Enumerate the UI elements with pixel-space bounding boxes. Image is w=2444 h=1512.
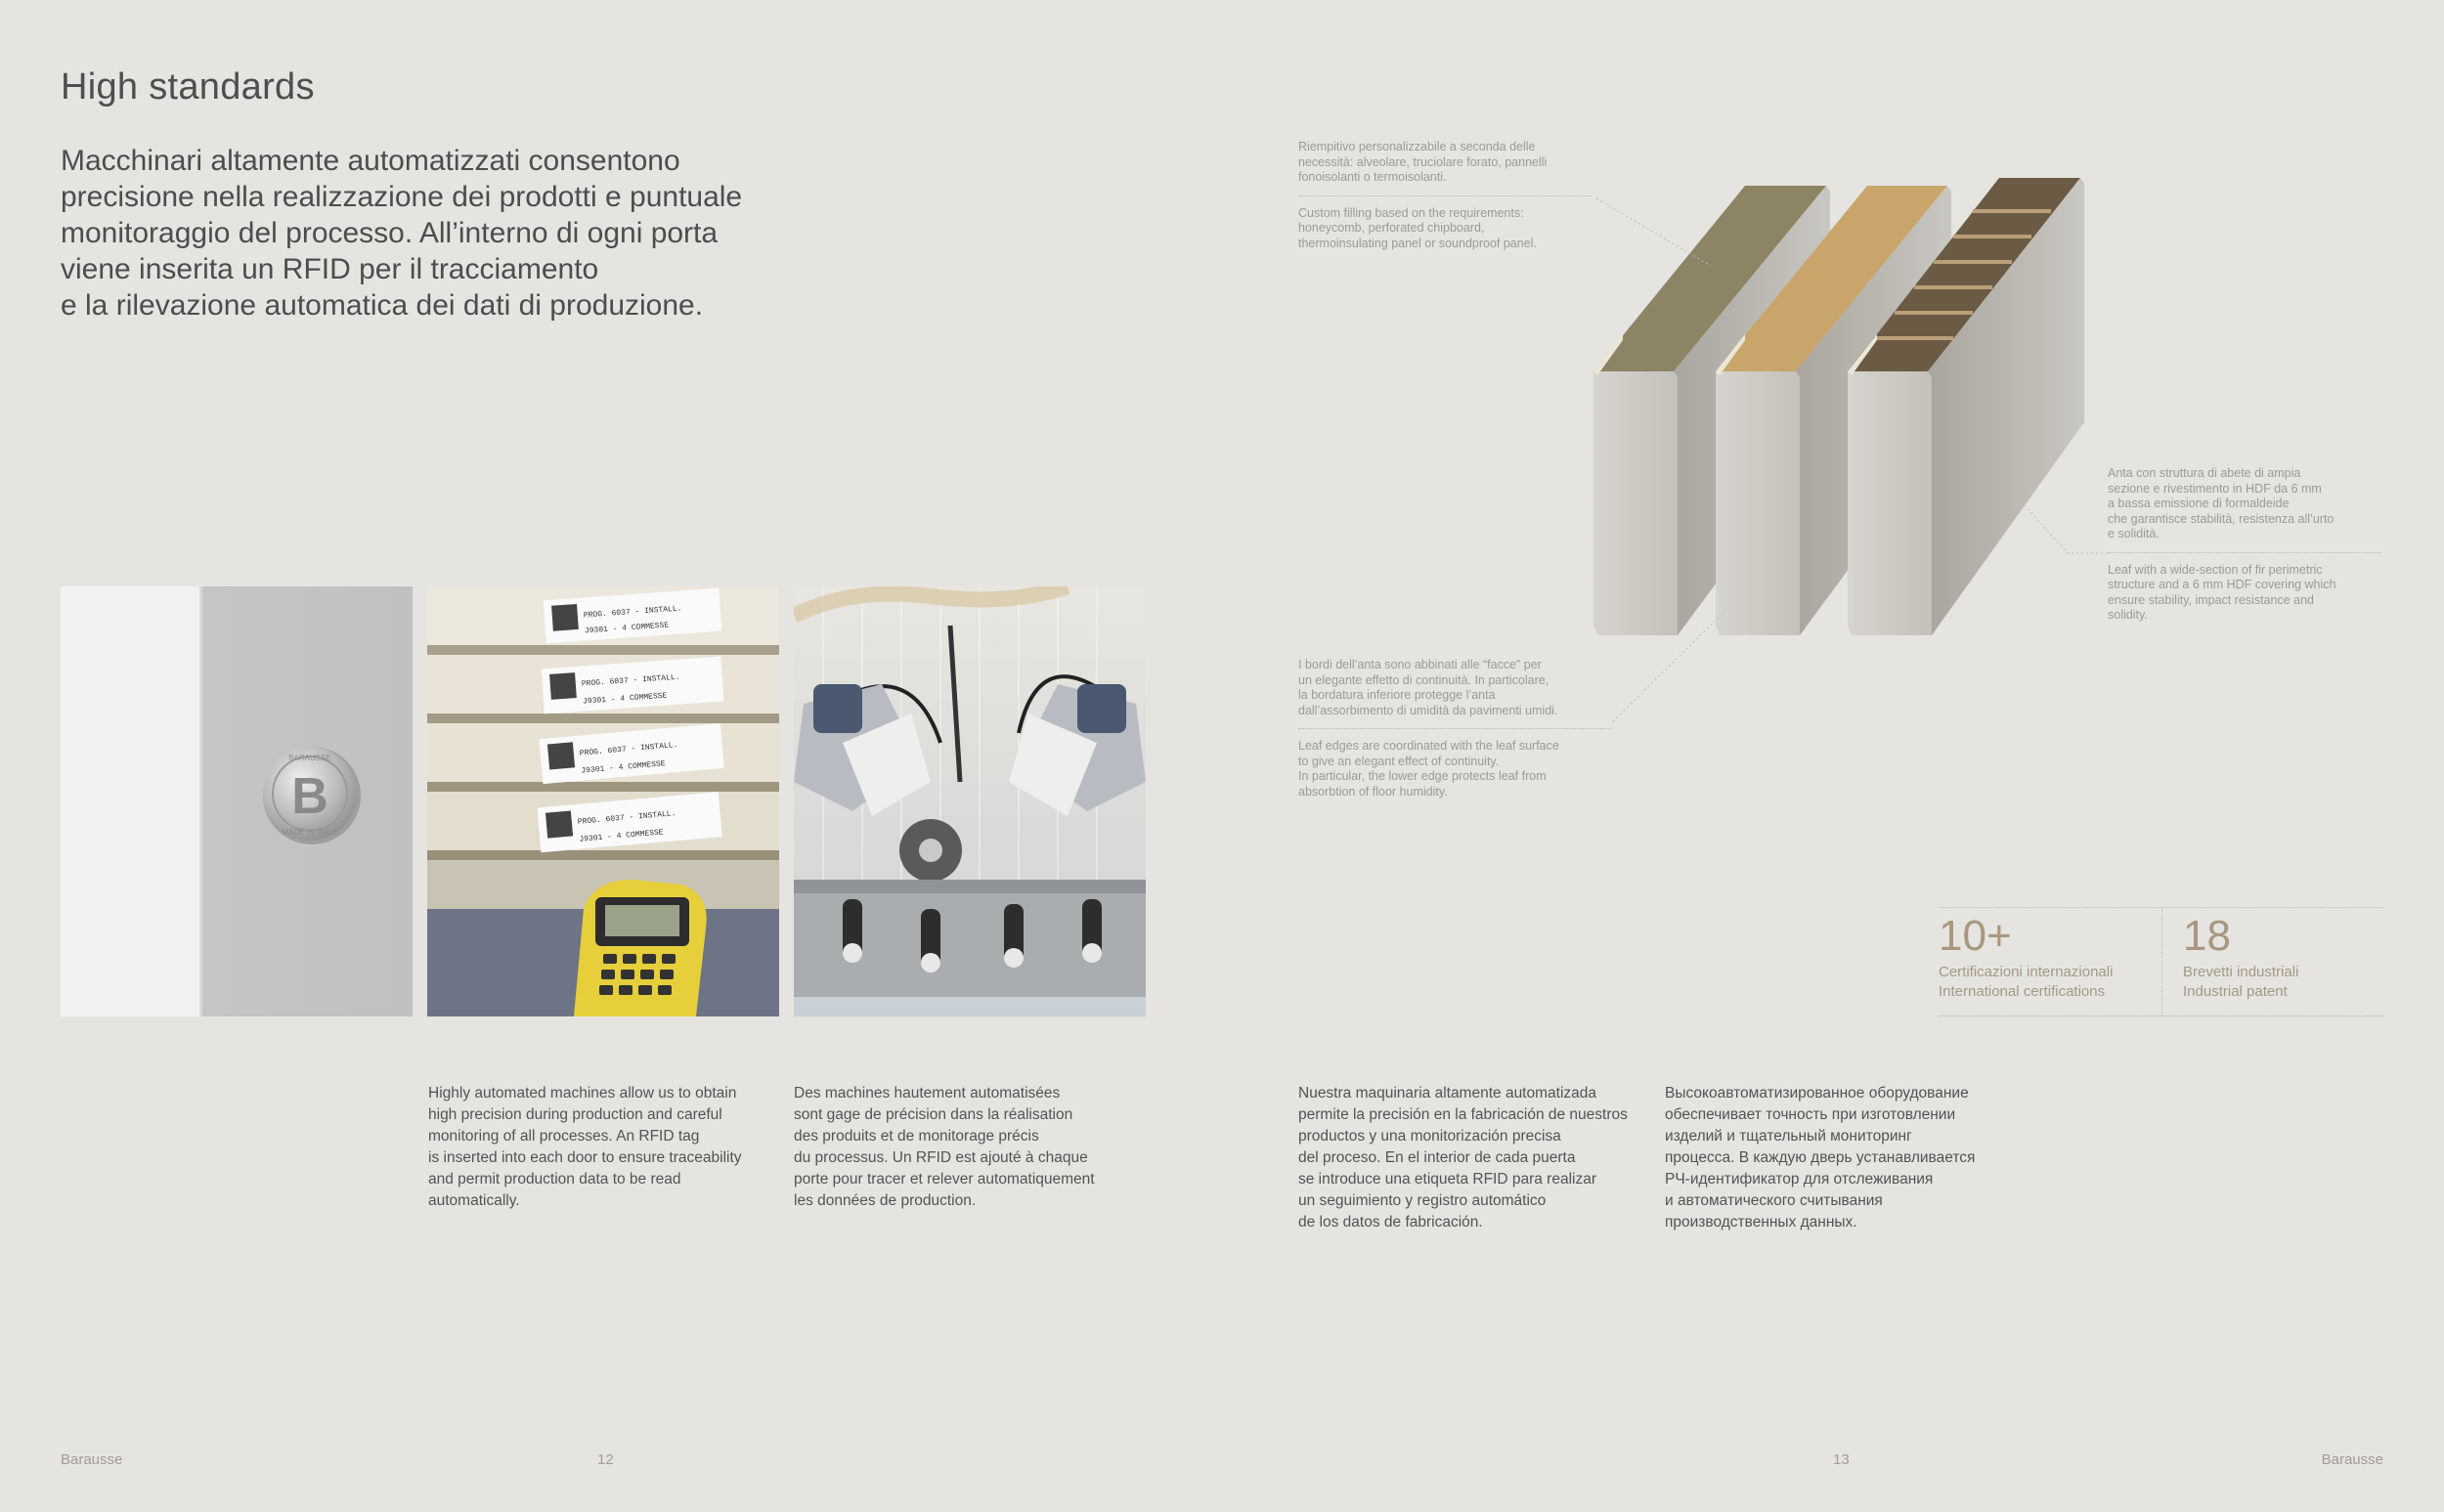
note-line: Leaf edges are coordinated with the leaf surface xyxy=(1298,739,1559,753)
text-line: изделий и тщательный мониторинг xyxy=(1665,1128,1912,1145)
stat-label-it: Certificazioni internazionali xyxy=(1939,964,2114,980)
stats-panel xyxy=(1939,907,2383,1016)
note-line: Leaf with a wide-section of fir perimetric xyxy=(2108,562,2323,577)
text-line: РЧ-идентификатор для отслеживания xyxy=(1665,1171,1934,1188)
note-line: un elegante effetto di continuità. In particolare, xyxy=(1298,672,1549,687)
text-line: Высокоавтоматизированное оборудование xyxy=(1665,1085,1969,1102)
text-line: du processus. Un RFID est ajouté à chaque xyxy=(794,1149,1088,1166)
stat-patents xyxy=(2183,908,2379,1015)
spanish-paragraph xyxy=(1298,1083,1628,1233)
page-number-left: 12 xyxy=(597,1451,614,1468)
note-line: to give an elegant effect of continuity. xyxy=(1298,754,1500,768)
note-line: In particular, the lower edge protects leaf from xyxy=(1298,769,1547,783)
note-line: thermoinsulating panel or soundproof panel. xyxy=(1298,236,1537,250)
text-line: des produits et de monitorage précis xyxy=(794,1128,1039,1145)
note-line: solidity. xyxy=(2108,608,2148,622)
note-line: sezione e rivestimento in HDF da 6 mm xyxy=(2108,481,2322,496)
russian-paragraph xyxy=(1665,1083,1975,1233)
stat-certifications xyxy=(1939,908,2162,1015)
text-line: процесса. В каждую дверь устанавливается xyxy=(1665,1149,1976,1166)
note-line: fonoisolanti o termoisolanti. xyxy=(1298,170,1447,184)
page-number-right: 13 xyxy=(1833,1451,1850,1468)
text-line: del proceso. En el interior de cada puerta xyxy=(1298,1149,1576,1166)
photo-door-logo-badge xyxy=(61,586,413,1016)
text-line: производственных данных. xyxy=(1665,1214,1857,1231)
note-filling xyxy=(1298,140,1592,251)
rfid-scanner xyxy=(574,880,707,1016)
text-line: Des machines hautement automatisées xyxy=(794,1085,1061,1102)
lead-line: e la rilevazione automatica dei dati di produzione. xyxy=(61,289,704,322)
note-line: absorbtion of floor humidity. xyxy=(1298,784,1448,799)
note-line: Anta con struttura di abete di ampia xyxy=(2108,466,2301,480)
lead-line: monitoraggio del processo. All’interno di ogni porta xyxy=(61,217,719,249)
svg-text:PROG. 6037 - INSTALL.: PROG. 6037 - INSTALL. xyxy=(579,740,678,758)
stat-number: 10+ xyxy=(1939,912,2012,960)
text-line: high precision during production and careful xyxy=(428,1106,722,1123)
note-line: a bassa emissione di formaldeide xyxy=(2108,497,2290,510)
footer-brand-right: Barausse xyxy=(2321,1451,2383,1468)
text-line: se introduce una etiqueta RFID para realizar xyxy=(1298,1171,1596,1188)
text-line: sont gage de précision dans la réalisation xyxy=(794,1106,1073,1123)
note-line: Riempitivo personalizzabile a seconda delle xyxy=(1298,140,1536,153)
text-line: and permit production data to be read xyxy=(428,1171,681,1188)
english-paragraph xyxy=(428,1083,742,1212)
machinery-illustration xyxy=(794,586,1146,1016)
photo-automated-machinery xyxy=(794,586,1146,1016)
note-line: che garantisce stabilità, resistenza all’urto xyxy=(2108,511,2335,526)
text-line: de los datos de fabricación. xyxy=(1298,1214,1483,1231)
svg-text:PROG. 6037 - INSTALL.: PROG. 6037 - INSTALL. xyxy=(581,672,680,689)
photo-rfid-labels-scanner xyxy=(427,586,779,1016)
badge-logo-text: BARAUSSE xyxy=(288,754,331,762)
svg-text:J9301 - 4 COMMESSE: J9301 - 4 COMMESSE xyxy=(582,691,668,707)
footer-brand-left: Barausse xyxy=(61,1451,123,1468)
text-line: un seguimiento y registro automático xyxy=(1298,1192,1547,1209)
note-line: Custom filling based on the requirements: xyxy=(1298,205,1524,220)
svg-text:J9301 - 4 COMMESSE: J9301 - 4 COMMESSE xyxy=(584,621,670,636)
svg-text:J9301 - 4 COMMESSE: J9301 - 4 COMMESSE xyxy=(579,828,664,844)
note-line: necessità: alveolare, truciolare forato, pannelli xyxy=(1298,154,1548,169)
note-line: e solidità. xyxy=(2108,527,2160,540)
lead-paragraph-italian xyxy=(61,143,921,324)
text-line: Highly automated machines allow us to obtain xyxy=(428,1085,737,1102)
text-line: porte pour tracer et relever automatiquement xyxy=(794,1171,1095,1188)
lead-line: precisione nella realizzazione dei prodotti e puntuale xyxy=(61,181,743,213)
page-title: High standards xyxy=(61,66,315,108)
note-divider xyxy=(1298,728,1611,729)
svg-text:B: B xyxy=(291,768,328,825)
text-line: monitoring of all processes. An RFID tag xyxy=(428,1128,700,1145)
text-line: automatically. xyxy=(428,1192,520,1209)
french-paragraph xyxy=(794,1083,1095,1212)
text-line: и автоматического считывания xyxy=(1665,1192,1883,1209)
stat-label-it: Brevetti industriali xyxy=(2183,964,2299,980)
stat-label-en: International certifications xyxy=(1939,983,2106,1000)
svg-text:J9301 - 4 COMMESSE: J9301 - 4 COMMESSE xyxy=(581,759,666,776)
door-cross-sections-illustration xyxy=(1564,166,2112,655)
note-line: structure and a 6 mm HDF covering which xyxy=(2108,578,2336,591)
note-line: I bordi dell’anta sono abbinati alle “facce” per xyxy=(1298,658,1542,671)
lead-line: viene inserita un RFID per il tracciamento xyxy=(61,253,599,285)
stat-number: 18 xyxy=(2183,912,2231,960)
text-line: is inserted into each door to ensure traceability xyxy=(428,1149,742,1166)
text-line: les données de production. xyxy=(794,1192,977,1209)
lead-line: Macchinari altamente automatizzati consentono xyxy=(61,145,680,177)
note-line: ensure stability, impact resistance and xyxy=(2108,592,2314,607)
svg-text:MADE IN ITALY: MADE IN ITALY xyxy=(282,828,338,837)
note-line: la bordatura inferiore protegge l’anta xyxy=(1298,688,1496,702)
svg-text:PROG. 6037 - INSTALL.: PROG. 6037 - INSTALL. xyxy=(583,604,682,621)
note-line: dall’assorbimento di umidità da pavimenti umidi. xyxy=(1298,703,1558,717)
door-logo-illustration xyxy=(61,586,413,1016)
text-line: обеспечивает точность при изготовлении xyxy=(1665,1106,1956,1123)
text-line: permite la precisión en la fabricación de nuestros xyxy=(1298,1106,1628,1123)
note-structure xyxy=(2108,466,2381,624)
note-divider xyxy=(1298,195,1592,196)
note-divider xyxy=(2108,552,2381,553)
rfid-labels-illustration xyxy=(427,586,779,1016)
text-line: Nuestra maquinaria altamente automatizada xyxy=(1298,1085,1597,1102)
stat-label-en: Industrial patent xyxy=(2183,983,2288,1000)
note-line: honeycomb, perforated chipboard, xyxy=(1298,221,1485,235)
note-edges xyxy=(1298,658,1611,799)
svg-text:PROG. 6037 - INSTALL.: PROG. 6037 - INSTALL. xyxy=(577,809,676,827)
text-line: productos y una monitorización precisa xyxy=(1298,1128,1561,1145)
